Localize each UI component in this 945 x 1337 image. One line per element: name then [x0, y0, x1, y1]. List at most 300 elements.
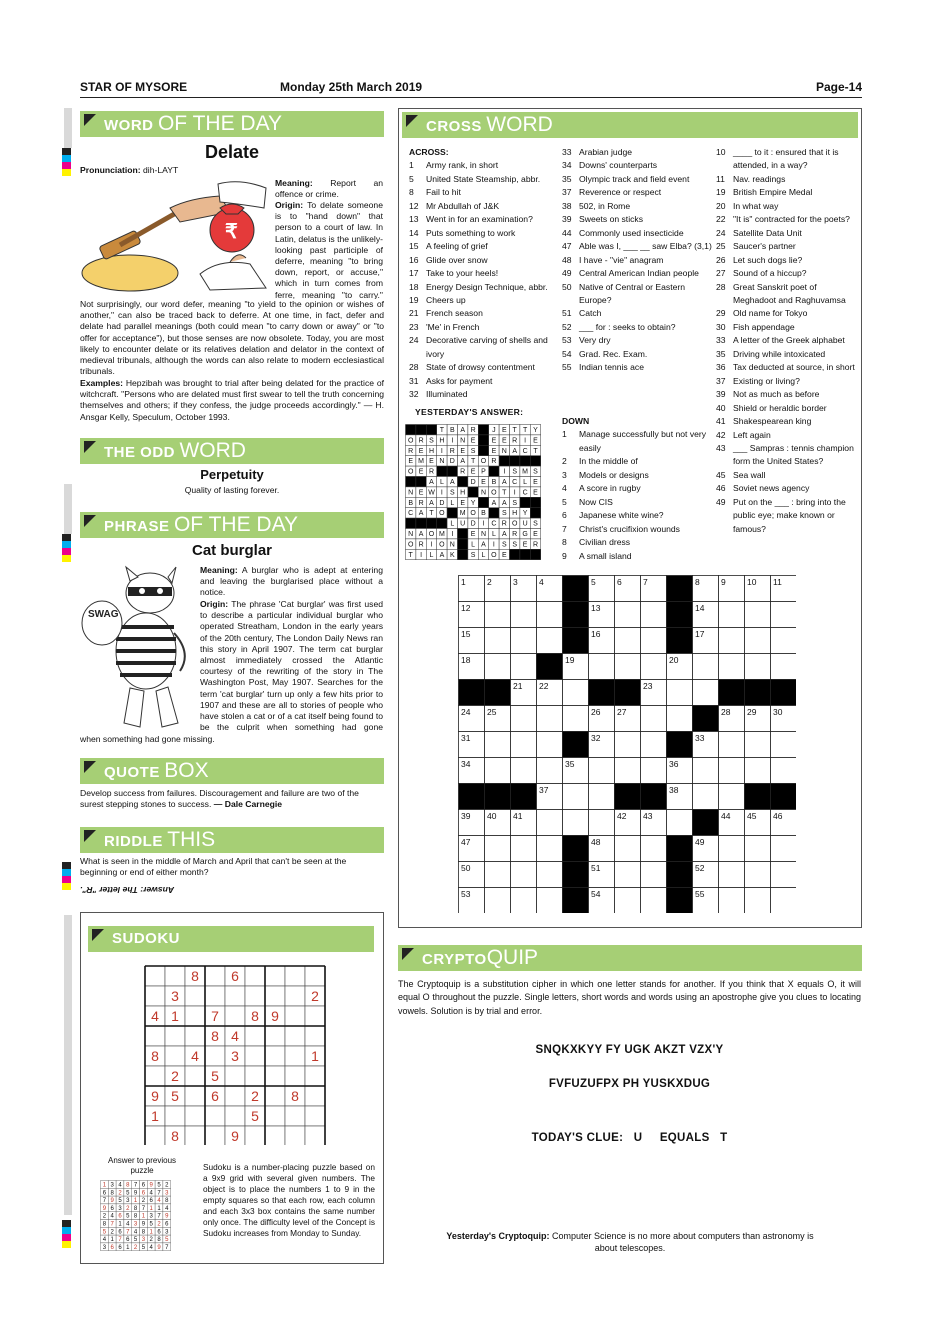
crossword-black-cell	[667, 836, 693, 862]
answer-cell	[458, 529, 468, 539]
prev-answer-digit: 2	[102, 1213, 107, 1220]
cryptoquip-intro: The Cryptoquip is a substitution cipher in which one letter stands for another. If you think that X equals O, it will equal O throughout the puzzle. Single letters, short words and words using an apostrophe give you clues to locating vowels. Solution is by trial and error.	[398, 979, 861, 1016]
crossword-cell[interactable]	[693, 654, 719, 680]
crossword-cell[interactable]	[615, 888, 641, 914]
crossword-black-cell	[563, 888, 589, 914]
crossword-cell[interactable]	[693, 758, 719, 784]
quote-box-header: QUOTE BOX	[80, 758, 384, 784]
answer-letter: E	[429, 458, 434, 466]
clue-item: 41 Shakespearean king	[716, 416, 812, 427]
crossword-black-cell	[745, 680, 771, 706]
sudoku-cell[interactable]	[185, 1026, 205, 1046]
answer-letter: E	[460, 447, 466, 455]
crossword-black-cell	[563, 732, 589, 758]
crossword-cell[interactable]	[641, 862, 667, 888]
clue-item: 33 Arabian judge	[562, 147, 633, 157]
answer-letter: O	[407, 468, 414, 476]
sudoku-cell[interactable]	[305, 1106, 325, 1126]
sudoku-cell[interactable]	[285, 1126, 305, 1145]
svg-text:₹: ₹	[225, 221, 238, 243]
prev-answer-digit: 9	[110, 1198, 114, 1205]
sudoku-cell[interactable]	[165, 1046, 185, 1066]
crossword-black-cell	[667, 888, 693, 914]
answer-letter: E	[418, 489, 424, 497]
sudoku-cell[interactable]	[205, 1106, 225, 1126]
margin-bar	[64, 484, 72, 534]
sudoku-cell[interactable]	[285, 1026, 305, 1046]
answer-cell	[458, 549, 468, 559]
crossword-cell[interactable]	[563, 680, 589, 706]
crossword-cell[interactable]	[537, 810, 563, 836]
answer-cell	[437, 518, 447, 528]
crossword-cell-number: 20	[669, 655, 679, 665]
crossword-cell[interactable]	[615, 758, 641, 784]
answer-letter: D	[470, 479, 476, 486]
prev-answer-digit: 1	[133, 1198, 138, 1205]
crossword-cell[interactable]	[485, 602, 511, 628]
answer-letter: A	[460, 458, 466, 466]
crossword-cell[interactable]	[485, 628, 511, 654]
crossword-cell[interactable]	[771, 862, 797, 888]
sudoku-cell[interactable]	[205, 966, 225, 986]
crossword-cell[interactable]	[719, 602, 745, 628]
prev-answer-digit: 2	[133, 1244, 138, 1251]
sudoku-cell[interactable]	[225, 1066, 245, 1086]
answer-letter: E	[533, 489, 538, 497]
sudoku-cell[interactable]	[265, 1086, 285, 1106]
crossword-grid[interactable]	[458, 575, 796, 913]
clue-item: 39 Sweets on sticks	[562, 214, 643, 225]
crossword-cell-number: 33	[695, 733, 705, 743]
crossword-cell[interactable]	[485, 732, 511, 758]
crossword-cell-number: 9	[721, 577, 726, 587]
prev-answer-digit: 3	[165, 1229, 169, 1236]
crossword-black-cell	[693, 810, 719, 836]
crossword-cell[interactable]	[745, 862, 771, 888]
answer-letter: S	[449, 489, 455, 497]
sudoku-cell[interactable]	[205, 1046, 225, 1066]
prev-answer-digit: 6	[149, 1198, 153, 1205]
prev-answer-digit: 2	[126, 1205, 130, 1212]
answer-letter: E	[460, 499, 466, 507]
clue-item: 10 ____ to it : ensured that it is attended, in a way?	[716, 147, 839, 171]
crossword-cell[interactable]	[745, 602, 771, 628]
crossword-black-cell	[459, 784, 485, 810]
answer-cell	[478, 435, 488, 445]
crossword-cell[interactable]	[641, 628, 667, 654]
word-origin-part: Origin: To delate someone is to "hand down" that person to a court of law. In Latin, delatus is the unlikely-looking past participle of deferre, meaning "to bring down, report, or accuse," which in turn comes from ferre, meaning "to carry."	[275, 200, 383, 299]
sudoku-grid[interactable]	[144, 965, 328, 1145]
clue-item: 28 State of drowsy contentment	[409, 362, 535, 373]
clue-item: 49 Put on the ___ : bring into the public eye; make known or famous?	[716, 496, 846, 534]
sudoku-cell[interactable]	[305, 1066, 325, 1086]
crossword-cell[interactable]	[667, 706, 693, 732]
sudoku-cell[interactable]	[265, 986, 285, 1006]
crossword-black-cell	[667, 576, 693, 602]
answer-letter: I	[482, 520, 485, 528]
crossword-cell[interactable]	[719, 732, 745, 758]
sudoku-cell[interactable]	[165, 1106, 185, 1126]
answer-letter: O	[428, 531, 435, 538]
prev-answer-digit: 1	[141, 1213, 146, 1220]
crossword-cell[interactable]	[589, 810, 615, 836]
crossword-cell[interactable]	[771, 836, 797, 862]
clue-item: 47 Able was I, ___ __ saw Elba? (3,1)	[562, 241, 712, 252]
sudoku-cell[interactable]	[265, 1066, 285, 1086]
crossword-cell[interactable]	[745, 732, 771, 758]
answer-cell	[530, 497, 540, 507]
crossword-cell[interactable]	[511, 862, 537, 888]
crossword-cell[interactable]	[563, 706, 589, 732]
crossword-cell[interactable]	[719, 836, 745, 862]
crossword-cell[interactable]	[719, 654, 745, 680]
sudoku-cell[interactable]	[245, 1066, 265, 1086]
crossword-cell[interactable]	[641, 654, 667, 680]
crossword-cell[interactable]	[719, 888, 745, 914]
sudoku-cell[interactable]	[285, 1066, 305, 1086]
clue-item: 31 Asks for payment	[409, 375, 493, 386]
crossword-cell-number: 23	[643, 681, 653, 691]
sudoku-cell[interactable]	[185, 1126, 205, 1145]
crossword-cell[interactable]	[537, 602, 563, 628]
answer-letter: O	[407, 541, 414, 549]
answer-letter: S	[501, 541, 507, 549]
prev-answer-digit: 1	[102, 1182, 107, 1189]
crossword-cell[interactable]	[511, 602, 537, 628]
answer-letter: E	[470, 468, 476, 476]
answer-letter: L	[491, 531, 496, 538]
sudoku-cell[interactable]	[205, 1126, 225, 1145]
sudoku-given: 8	[291, 1088, 299, 1104]
answer-letter: K	[449, 551, 455, 559]
answer-letter: I	[513, 489, 516, 497]
prev-answer-digit: 7	[157, 1213, 161, 1220]
sudoku-cell[interactable]	[185, 1066, 205, 1086]
crossword-cell[interactable]	[511, 706, 537, 732]
crossword-cell[interactable]	[745, 836, 771, 862]
crossword-cell[interactable]	[641, 888, 667, 914]
answer-letter: S	[533, 468, 538, 476]
crossword-cell-number: 30	[773, 707, 783, 717]
crossword-cell[interactable]	[615, 862, 641, 888]
crossword-cell[interactable]	[745, 654, 771, 680]
crossword-cell-number: 21	[513, 681, 523, 691]
crossword-cell[interactable]	[485, 758, 511, 784]
answer-letter: R	[470, 427, 476, 434]
crossword-cell[interactable]	[667, 680, 693, 706]
answer-letter: R	[428, 468, 435, 476]
answer-letter: T	[408, 551, 413, 559]
sudoku-cell[interactable]	[305, 1086, 325, 1106]
crossword-cell[interactable]	[615, 654, 641, 680]
sudoku-cell[interactable]	[265, 1046, 285, 1066]
crossword-cell[interactable]	[615, 836, 641, 862]
sudoku-cell[interactable]	[145, 1026, 165, 1046]
answer-letter: I	[440, 489, 443, 497]
cryptoquip-header: CRYPTOQUIP	[398, 945, 862, 971]
answer-letter: R	[501, 520, 507, 528]
clue-item: 49 Central American Indian people	[562, 268, 699, 279]
prev-answer-digit: 4	[102, 1237, 107, 1244]
answer-letter: M	[522, 468, 529, 476]
sudoku-cell[interactable]	[165, 1026, 185, 1046]
answer-letter: O	[511, 520, 518, 528]
crossword-cell[interactable]	[563, 810, 589, 836]
sudoku-given: 5	[211, 1068, 219, 1084]
crossword-cell[interactable]	[485, 862, 511, 888]
sudoku-description: Sudoku is a number-placing puzzle based on a 9x9 grid with several given numbers. The object is to place the numbers 1 to 9 in the empty squares so that each row, each column and each 3x3 box contains the same number only once. The difficulty level of the Concept is Sudoku increases from Monday to Sunday.	[203, 1162, 375, 1238]
crossword-cell-number: 28	[721, 707, 731, 717]
sudoku-cell[interactable]	[265, 966, 285, 986]
clue-item: 18 Energy Design Technique, abbr.	[409, 281, 548, 292]
answer-letter: L	[450, 520, 455, 528]
prev-answer-digit: 3	[118, 1205, 122, 1212]
answer-letter: E	[533, 437, 538, 445]
prev-answer-digit: 3	[126, 1198, 130, 1205]
sudoku-cell[interactable]	[245, 1126, 265, 1145]
prev-answer-digit: 3	[110, 1182, 114, 1189]
sudoku-given: 8	[211, 1028, 219, 1044]
crossword-cell[interactable]	[745, 758, 771, 784]
sudoku-cell[interactable]	[285, 1006, 305, 1026]
crossword-cell[interactable]	[771, 602, 797, 628]
crossword-cell[interactable]	[745, 888, 771, 914]
answer-letter: R	[418, 541, 424, 549]
crossword-cell-number: 49	[695, 837, 705, 847]
word-meaning: Meaning: Report an offence or crime.	[275, 178, 383, 200]
answer-letter: E	[491, 447, 497, 455]
answer-letter: R	[408, 447, 414, 455]
sudoku-cell[interactable]	[285, 966, 305, 986]
answer-letter: A	[449, 479, 455, 486]
answer-letter: A	[418, 510, 424, 518]
answer-letter: H	[460, 489, 466, 497]
sudoku-given: 8	[191, 968, 199, 984]
crossword-cell[interactable]	[719, 758, 745, 784]
crossword-cell[interactable]	[615, 628, 641, 654]
crossword-cell-number: 29	[747, 707, 757, 717]
prev-answer-digit: 2	[118, 1190, 122, 1197]
sudoku-given: 5	[251, 1108, 259, 1124]
answer-cell	[520, 497, 530, 507]
crossword-cell[interactable]	[641, 706, 667, 732]
crossword-cell[interactable]	[485, 836, 511, 862]
prev-answer-digit: 4	[149, 1190, 153, 1197]
sudoku-cell[interactable]	[285, 1046, 305, 1066]
answer-letter: T	[512, 427, 517, 434]
sudoku-cell[interactable]	[245, 986, 265, 1006]
crossword-cell-number: 14	[695, 603, 705, 613]
crossword-cell[interactable]	[537, 836, 563, 862]
sudoku-cell[interactable]	[245, 1026, 265, 1046]
clue-item: 24 Decorative carving of shells and ivory	[409, 335, 548, 359]
crossword-cell-number: 53	[461, 889, 471, 899]
sudoku-cell[interactable]	[245, 966, 265, 986]
masthead	[80, 78, 862, 98]
answer-letter: N	[408, 531, 414, 538]
sudoku-cell[interactable]	[185, 1086, 205, 1106]
prev-answer-digit: 7	[118, 1237, 122, 1244]
sudoku-given: 3	[171, 988, 179, 1004]
answer-letter: Y	[533, 427, 538, 434]
crossword-cell[interactable]	[511, 888, 537, 914]
crossword-cell[interactable]	[641, 602, 667, 628]
answer-cell	[489, 508, 499, 518]
crossword-cell-number: 45	[747, 811, 757, 821]
prev-answer-digit: 6	[102, 1190, 107, 1197]
crossword-cell[interactable]	[745, 628, 771, 654]
answer-letter: I	[451, 437, 454, 445]
crossword-cell-number: 40	[487, 811, 497, 821]
crossword-cell[interactable]	[719, 862, 745, 888]
crossword-cell-number: 37	[539, 785, 549, 795]
sudoku-cell[interactable]	[265, 1106, 285, 1126]
answer-letter: C	[408, 510, 414, 518]
crossword-cell[interactable]	[589, 654, 615, 680]
crossword-black-cell	[563, 602, 589, 628]
crossword-cell-number: 2	[487, 577, 492, 587]
sudoku-cell[interactable]	[305, 1006, 325, 1026]
crossword-cell[interactable]	[667, 810, 693, 836]
answer-letter: S	[501, 510, 507, 518]
clue-item: 17 Take to your heels!	[409, 268, 499, 279]
crossword-cell[interactable]	[771, 654, 797, 680]
sudoku-cell[interactable]	[145, 1066, 165, 1086]
crossword-cell[interactable]	[771, 628, 797, 654]
crossword-cell[interactable]	[771, 888, 797, 914]
crossword-cell-number: 34	[461, 759, 471, 769]
crossword-cell-number: 43	[643, 811, 653, 821]
sudoku-cell[interactable]	[165, 966, 185, 986]
clue-item: 2 In the middle of	[562, 456, 638, 467]
answer-letter: O	[480, 458, 487, 466]
sudoku-given: 2	[251, 1088, 259, 1104]
crossword-cell[interactable]	[589, 758, 615, 784]
yesterday-answer-label: YESTERDAY'S ANSWER:	[415, 407, 524, 417]
crossword-cell[interactable]	[511, 654, 537, 680]
sudoku-cell[interactable]	[225, 1106, 245, 1126]
prev-answer-digit: 9	[133, 1190, 138, 1197]
crossword-cell-number: 18	[461, 655, 471, 665]
sudoku-cell[interactable]	[225, 1006, 245, 1026]
sudoku-cell[interactable]	[185, 1006, 205, 1026]
crossword-cell[interactable]	[537, 706, 563, 732]
clue-item: 19 British Empire Medal	[716, 187, 813, 198]
clue-item: 30 Fish appendage	[716, 321, 795, 332]
crossword-cell[interactable]	[719, 784, 745, 810]
clue-item: 50 Native of Central or Eastern Europe?	[562, 281, 686, 305]
crossword-cell[interactable]	[511, 628, 537, 654]
prev-answer-digit: 6	[165, 1221, 169, 1228]
phrase-origin-tail: when something had gone missing.	[80, 734, 215, 744]
prev-answer-digit: 7	[133, 1182, 138, 1189]
crossword-cell[interactable]	[615, 732, 641, 758]
answer-letter: I	[492, 541, 495, 549]
answer-letter: Y	[522, 510, 528, 518]
phrase-of-day-header: PHRASE OF THE DAY	[80, 512, 384, 538]
crossword-cell[interactable]	[771, 758, 797, 784]
prev-answer-digit: 8	[165, 1198, 169, 1205]
crossword-cell-number: 7	[643, 577, 648, 587]
crossword-cell-number: 17	[695, 629, 705, 639]
sudoku-cell[interactable]	[205, 986, 225, 1006]
answer-cell	[426, 518, 436, 528]
answer-letter: A	[501, 479, 507, 486]
clue-item: 23 'Me' in French	[409, 321, 480, 332]
sudoku-cell[interactable]	[145, 1126, 165, 1145]
crossword-cell[interactable]	[719, 628, 745, 654]
crossword-cell-number: 8	[695, 577, 700, 587]
crossword-black-cell	[667, 862, 693, 888]
crossword-cell[interactable]	[641, 758, 667, 784]
answer-letter: S	[470, 551, 476, 559]
sudoku-cell[interactable]	[285, 986, 305, 1006]
crossword-cell[interactable]	[693, 784, 719, 810]
sudoku-cell[interactable]	[225, 986, 245, 1006]
answer-letter: R	[512, 531, 518, 538]
sudoku-cell[interactable]	[305, 1026, 325, 1046]
crossword-cell[interactable]	[537, 888, 563, 914]
prev-answer-digit: 6	[110, 1244, 114, 1251]
crossword-cell[interactable]	[511, 836, 537, 862]
crossword-cell[interactable]	[485, 654, 511, 680]
margin-bar	[64, 915, 72, 1215]
crossword-cell[interactable]	[537, 758, 563, 784]
clue-item: 28 Great Sanskrit poet of Meghadoot and Raghuvamsa	[716, 281, 846, 305]
crossword-cell-number: 10	[747, 577, 757, 587]
crossword-cell[interactable]	[693, 680, 719, 706]
sudoku-cell[interactable]	[145, 986, 165, 1006]
answer-cell	[520, 456, 530, 466]
clue-item: 35 Driving while intoxicated	[716, 348, 826, 359]
sudoku-cell[interactable]	[305, 1126, 325, 1145]
crossword-cell[interactable]	[641, 836, 667, 862]
crossword-cell[interactable]	[589, 784, 615, 810]
sudoku-cell[interactable]	[225, 1086, 245, 1106]
phrase-meaning: Meaning: A burglar who is adept at entering and leaving the burglarised place without a notice.	[200, 565, 383, 598]
sudoku-cell[interactable]	[245, 1046, 265, 1066]
crossword-cell[interactable]	[641, 732, 667, 758]
prev-answer-digit: 5	[102, 1229, 107, 1236]
sudoku-cell[interactable]	[265, 1126, 285, 1145]
sudoku-cell[interactable]	[285, 1106, 305, 1126]
crossword-cell[interactable]	[771, 732, 797, 758]
crossword-cell[interactable]	[511, 732, 537, 758]
sudoku-cell[interactable]	[305, 966, 325, 986]
sudoku-cell[interactable]	[265, 1026, 285, 1046]
prev-answer-digit: 3	[141, 1237, 146, 1244]
answer-letter: R	[449, 447, 455, 455]
crossword-cell[interactable]	[537, 628, 563, 654]
sudoku-cell[interactable]	[185, 1106, 205, 1126]
clue-item: 29 Old name for Tokyo	[716, 308, 808, 319]
crossword-cell[interactable]	[615, 602, 641, 628]
sudoku-cell[interactable]	[185, 986, 205, 1006]
sudoku-given: 8	[171, 1128, 179, 1144]
crossword-cell[interactable]	[537, 732, 563, 758]
crossword-cell[interactable]	[485, 888, 511, 914]
odd-word-title: Perpetuity	[200, 467, 264, 482]
crossword-cell[interactable]	[563, 784, 589, 810]
crossword-cell[interactable]	[511, 758, 537, 784]
answer-cell	[458, 539, 468, 549]
answer-letter: A	[418, 531, 424, 538]
answer-letter: T	[429, 510, 434, 518]
paper-name: STAR OF MYSORE	[80, 80, 188, 94]
sudoku-cell[interactable]	[145, 966, 165, 986]
answer-letter: N	[480, 489, 487, 497]
crossword-cell[interactable]	[537, 862, 563, 888]
